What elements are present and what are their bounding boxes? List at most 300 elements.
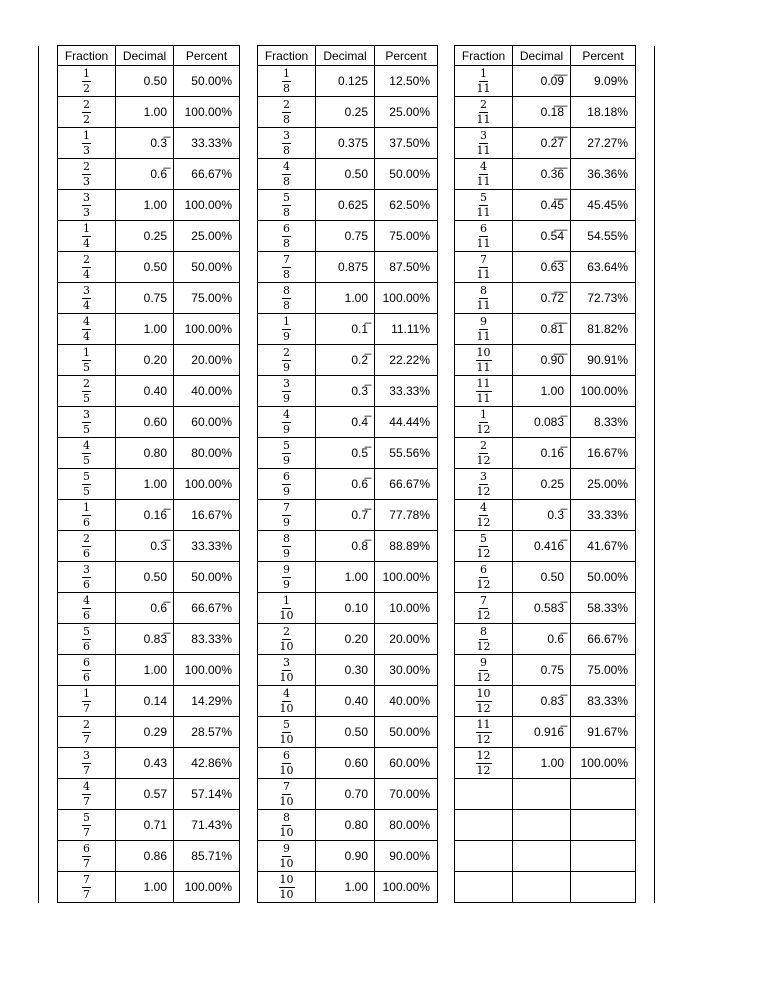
fraction-cell bbox=[455, 624, 513, 655]
spacer-cell bbox=[39, 283, 58, 314]
decimal-value: 0.75 bbox=[344, 229, 368, 243]
decimal-cell bbox=[116, 500, 174, 531]
percent-value: 57.14% bbox=[191, 787, 232, 801]
fraction-denominator: 11 bbox=[476, 82, 491, 95]
percent-value: 80.00% bbox=[191, 446, 232, 460]
fraction-cell bbox=[455, 686, 513, 717]
spacer-cell bbox=[636, 469, 655, 500]
decimal-value: 0.50 bbox=[143, 74, 167, 88]
fraction-numerator: 5 bbox=[83, 470, 90, 483]
fraction bbox=[82, 285, 91, 311]
decimal-value: 0.6̅ bbox=[547, 632, 564, 646]
fraction-denominator: 8 bbox=[283, 299, 290, 312]
decimal-value: 1.00 bbox=[143, 198, 167, 212]
fraction-cell bbox=[58, 252, 116, 283]
percent-cell bbox=[375, 283, 438, 314]
table-row bbox=[39, 283, 655, 314]
percent-cell bbox=[174, 717, 240, 748]
fraction-numerator: 8 bbox=[283, 532, 290, 545]
fraction-numerator: 6 bbox=[283, 222, 290, 235]
fraction-numerator: 8 bbox=[283, 284, 290, 297]
percent-cell bbox=[174, 841, 240, 872]
percent-cell bbox=[174, 748, 240, 779]
fraction-cell bbox=[58, 717, 116, 748]
decimal-cell bbox=[513, 283, 571, 314]
spacer-cell bbox=[240, 655, 258, 686]
percent-value: 77.78% bbox=[389, 508, 430, 522]
decimal-cell bbox=[116, 314, 174, 345]
table-row bbox=[39, 562, 655, 593]
decimal-value: 0.6̅3̅ bbox=[540, 260, 564, 274]
decimal-cell bbox=[316, 66, 375, 97]
decimal-value: 0.1̅8̅ bbox=[540, 105, 564, 119]
fraction bbox=[282, 347, 291, 373]
spacer-cell bbox=[438, 159, 455, 190]
table-row bbox=[39, 159, 655, 190]
spacer-cell bbox=[438, 97, 455, 128]
fraction-cell bbox=[455, 655, 513, 686]
fraction bbox=[476, 688, 492, 714]
percent-value: 83.33% bbox=[587, 694, 628, 708]
fraction-denominator: 8 bbox=[283, 268, 290, 281]
fraction-cell bbox=[455, 500, 513, 531]
decimal-cell bbox=[513, 593, 571, 624]
percent-cell bbox=[174, 438, 240, 469]
fraction-denominator: 9 bbox=[283, 578, 290, 591]
fraction-numerator: 3 bbox=[83, 749, 90, 762]
percent-cell bbox=[375, 407, 438, 438]
decimal-value: 0.10 bbox=[344, 601, 368, 615]
decimal-cell bbox=[116, 531, 174, 562]
percent-cell bbox=[174, 97, 240, 128]
decimal-cell bbox=[513, 190, 571, 221]
percent-value: 60.00% bbox=[191, 415, 232, 429]
fraction-numerator: 5 bbox=[283, 191, 290, 204]
fraction bbox=[476, 347, 492, 373]
decimal-cell bbox=[116, 252, 174, 283]
decimal-value: 1.00 bbox=[344, 291, 368, 305]
fraction bbox=[82, 564, 91, 590]
fraction-denominator: 12 bbox=[476, 671, 491, 684]
fraction-denominator: 10 bbox=[279, 857, 294, 870]
decimal-cell bbox=[116, 128, 174, 159]
spacer-cell bbox=[240, 624, 258, 655]
decimal-cell bbox=[316, 314, 375, 345]
decimal-value: 0.125 bbox=[337, 74, 368, 88]
percent-cell bbox=[375, 748, 438, 779]
table-row bbox=[39, 345, 655, 376]
fraction bbox=[279, 657, 295, 683]
fraction bbox=[476, 161, 492, 187]
decimal-value: 0.30 bbox=[344, 663, 368, 677]
decimal-value: 0.40 bbox=[344, 694, 368, 708]
fraction-denominator: 10 bbox=[279, 702, 294, 715]
fraction-cell bbox=[455, 810, 513, 841]
decimal-cell bbox=[116, 469, 174, 500]
spacer-cell bbox=[636, 314, 655, 345]
fraction-cell bbox=[258, 252, 316, 283]
spacer-cell bbox=[636, 562, 655, 593]
decimal-cell bbox=[316, 159, 375, 190]
table-row bbox=[39, 438, 655, 469]
spacer-cell bbox=[636, 66, 655, 97]
percent-value: 100.00% bbox=[184, 663, 232, 677]
decimal-value: 0.6̅ bbox=[351, 477, 368, 491]
fraction-cell bbox=[258, 748, 316, 779]
fraction-denominator: 11 bbox=[476, 206, 491, 219]
fraction-numerator: 10 bbox=[476, 687, 491, 700]
fraction-denominator: 4 bbox=[83, 330, 90, 343]
decimal-cell bbox=[116, 624, 174, 655]
percent-value: 100.00% bbox=[580, 756, 628, 770]
spacer-cell bbox=[39, 593, 58, 624]
percent-value: 88.89% bbox=[389, 539, 430, 553]
table-row bbox=[39, 376, 655, 407]
decimal-value: 0.7̅ bbox=[351, 508, 368, 522]
fraction-cell bbox=[258, 841, 316, 872]
fraction-denominator: 7 bbox=[83, 857, 90, 870]
percent-value: 37.50% bbox=[389, 136, 430, 150]
spacer-cell bbox=[636, 407, 655, 438]
fraction bbox=[82, 812, 91, 838]
spacer-cell bbox=[39, 717, 58, 748]
fraction-numerator: 1 bbox=[83, 129, 90, 142]
fraction-cell bbox=[58, 66, 116, 97]
fraction-denominator: 2 bbox=[83, 113, 90, 126]
fraction-denominator: 9 bbox=[283, 330, 290, 343]
fraction bbox=[82, 657, 91, 683]
fraction bbox=[476, 99, 492, 125]
spacer-cell bbox=[636, 779, 655, 810]
spacer-cell bbox=[39, 252, 58, 283]
decimal-value: 0.90 bbox=[344, 849, 368, 863]
decimal-cell bbox=[513, 376, 571, 407]
fraction-cell bbox=[58, 748, 116, 779]
fraction bbox=[82, 223, 91, 249]
fraction-numerator: 8 bbox=[480, 625, 487, 638]
fraction-denominator: 9 bbox=[283, 423, 290, 436]
fraction-denominator: 5 bbox=[83, 392, 90, 405]
fraction bbox=[279, 688, 295, 714]
spacer-cell bbox=[240, 593, 258, 624]
percent-value: 36.36% bbox=[587, 167, 628, 181]
decimal-cell bbox=[513, 159, 571, 190]
fraction-header: Fraction bbox=[58, 46, 116, 66]
fraction-cell bbox=[58, 407, 116, 438]
fraction-numerator: 4 bbox=[283, 160, 290, 173]
spacer-cell bbox=[39, 97, 58, 128]
table-row bbox=[39, 190, 655, 221]
decimal-value: 1.00 bbox=[143, 477, 167, 491]
fraction-denominator: 12 bbox=[476, 423, 491, 436]
spacer-cell bbox=[240, 376, 258, 407]
decimal-cell bbox=[316, 841, 375, 872]
fraction bbox=[82, 533, 91, 559]
percent-cell bbox=[375, 159, 438, 190]
decimal-cell bbox=[116, 159, 174, 190]
fraction-denominator: 8 bbox=[283, 206, 290, 219]
spacer-cell bbox=[438, 872, 455, 903]
percent-cell bbox=[174, 562, 240, 593]
fraction-numerator: 6 bbox=[83, 656, 90, 669]
fraction-denominator: 8 bbox=[283, 82, 290, 95]
fraction bbox=[279, 719, 295, 745]
decimal-value: 0.50 bbox=[143, 570, 167, 584]
fraction-denominator: 5 bbox=[83, 454, 90, 467]
spacer-cell bbox=[240, 128, 258, 159]
spacer-cell bbox=[39, 531, 58, 562]
fraction-cell bbox=[58, 314, 116, 345]
decimal-value: 0.80 bbox=[143, 446, 167, 460]
fraction-denominator: 6 bbox=[83, 547, 90, 560]
fraction-cell bbox=[455, 748, 513, 779]
fraction-numerator: 4 bbox=[83, 780, 90, 793]
fraction bbox=[82, 595, 91, 621]
table-row bbox=[39, 500, 655, 531]
percent-cell bbox=[375, 655, 438, 686]
fraction bbox=[476, 471, 492, 497]
spacer-cell bbox=[240, 841, 258, 872]
percent-value: 30.00% bbox=[389, 663, 430, 677]
decimal-value: 1.00 bbox=[143, 105, 167, 119]
decimal-value: 0.75 bbox=[143, 291, 167, 305]
percent-value: 62.50% bbox=[389, 198, 430, 212]
fraction-numerator: 12 bbox=[476, 749, 491, 762]
fraction bbox=[82, 874, 91, 900]
percent-value: 9.09% bbox=[593, 74, 628, 88]
percent-value: 11.11% bbox=[391, 322, 430, 336]
decimal-value: 0.3̅ bbox=[351, 384, 368, 398]
decimal-cell bbox=[513, 407, 571, 438]
decimal-cell bbox=[316, 376, 375, 407]
spacer-cell bbox=[438, 376, 455, 407]
fraction-cell bbox=[258, 283, 316, 314]
decimal-value: 0.20 bbox=[143, 353, 167, 367]
fraction bbox=[82, 161, 91, 187]
percent-cell bbox=[571, 593, 636, 624]
fraction-denominator: 9 bbox=[283, 485, 290, 498]
decimal-cell bbox=[316, 655, 375, 686]
percent-cell bbox=[174, 221, 240, 252]
spacer-cell bbox=[438, 128, 455, 159]
fraction bbox=[82, 99, 91, 125]
fraction bbox=[82, 409, 91, 435]
fraction-numerator: 3 bbox=[283, 377, 290, 390]
fraction bbox=[82, 130, 91, 156]
percent-value: 91.67% bbox=[587, 725, 628, 739]
decimal-value: 0.60 bbox=[344, 756, 368, 770]
percent-cell bbox=[174, 779, 240, 810]
fraction-cell bbox=[455, 190, 513, 221]
fraction-cell bbox=[258, 872, 316, 903]
fraction-numerator: 5 bbox=[83, 811, 90, 824]
spacer-cell bbox=[39, 655, 58, 686]
table-row bbox=[39, 252, 655, 283]
fraction-denominator: 12 bbox=[476, 578, 491, 591]
fraction-denominator: 10 bbox=[279, 640, 294, 653]
fraction-denominator: 6 bbox=[83, 640, 90, 653]
percent-value: 12.50% bbox=[389, 74, 430, 88]
percent-cell bbox=[375, 562, 438, 593]
percent-value: 20.00% bbox=[191, 353, 232, 367]
percent-value: 50.00% bbox=[389, 725, 430, 739]
fraction-cell bbox=[258, 345, 316, 376]
percent-cell bbox=[571, 97, 636, 128]
decimal-value: 0.2̅7̅ bbox=[540, 136, 564, 150]
fraction-numerator: 3 bbox=[83, 408, 90, 421]
fraction-denominator: 4 bbox=[83, 237, 90, 250]
fraction-numerator: 3 bbox=[480, 129, 487, 142]
percent-cell bbox=[375, 593, 438, 624]
spacer-cell bbox=[240, 345, 258, 376]
percent-cell bbox=[571, 531, 636, 562]
table-row bbox=[39, 779, 655, 810]
fraction bbox=[476, 409, 492, 435]
fraction-cell bbox=[58, 221, 116, 252]
spacer-cell bbox=[438, 810, 455, 841]
table-row bbox=[39, 221, 655, 252]
fraction bbox=[476, 316, 492, 342]
fraction-numerator: 1 bbox=[480, 408, 487, 421]
decimal-value: 0.6̅ bbox=[150, 601, 167, 615]
decimal-cell bbox=[116, 748, 174, 779]
fraction-cell bbox=[58, 841, 116, 872]
fraction-cell bbox=[58, 562, 116, 593]
decimal-cell bbox=[316, 810, 375, 841]
percent-cell bbox=[375, 779, 438, 810]
percent-cell bbox=[375, 872, 438, 903]
spacer-cell bbox=[636, 872, 655, 903]
decimal-cell bbox=[116, 593, 174, 624]
fraction-cell bbox=[455, 283, 513, 314]
percent-value: 45.45% bbox=[587, 198, 628, 212]
decimal-value: 0.50 bbox=[143, 260, 167, 274]
percent-value: 33.33% bbox=[191, 539, 232, 553]
fraction bbox=[282, 68, 291, 94]
spacer-cell bbox=[636, 748, 655, 779]
spacer-cell bbox=[636, 841, 655, 872]
spacer-cell bbox=[438, 593, 455, 624]
fraction-numerator: 7 bbox=[283, 501, 290, 514]
decimal-cell bbox=[316, 438, 375, 469]
percent-value: 42.86% bbox=[191, 756, 232, 770]
fraction-cell bbox=[58, 159, 116, 190]
decimal-value: 0.25 bbox=[143, 229, 167, 243]
fraction-cell bbox=[58, 779, 116, 810]
fraction bbox=[282, 564, 291, 590]
decimal-cell bbox=[513, 779, 571, 810]
spacer-cell bbox=[438, 46, 455, 66]
fraction bbox=[476, 285, 492, 311]
fraction-denominator: 6 bbox=[83, 671, 90, 684]
fraction-numerator: 7 bbox=[283, 253, 290, 266]
decimal-value: 1.00 bbox=[540, 756, 564, 770]
percent-cell bbox=[571, 655, 636, 686]
fraction bbox=[476, 440, 492, 466]
percent-cell bbox=[571, 562, 636, 593]
table-row bbox=[39, 66, 655, 97]
spacer-cell bbox=[438, 66, 455, 97]
spacer-cell bbox=[636, 655, 655, 686]
spacer-cell bbox=[39, 748, 58, 779]
percent-cell bbox=[375, 252, 438, 283]
fraction-cell bbox=[58, 810, 116, 841]
decimal-cell bbox=[116, 686, 174, 717]
fraction-cell bbox=[258, 500, 316, 531]
percent-cell bbox=[174, 128, 240, 159]
percent-cell bbox=[174, 500, 240, 531]
percent-value: 50.00% bbox=[389, 167, 430, 181]
fraction-cell bbox=[58, 438, 116, 469]
fraction bbox=[476, 68, 492, 94]
fraction-cell bbox=[455, 314, 513, 345]
fraction-denominator: 12 bbox=[476, 516, 491, 529]
table-row bbox=[39, 748, 655, 779]
percent-cell bbox=[375, 128, 438, 159]
spacer-cell bbox=[39, 66, 58, 97]
spacer-cell bbox=[240, 46, 258, 66]
fraction-numerator: 8 bbox=[283, 811, 290, 824]
decimal-cell bbox=[116, 562, 174, 593]
fraction-denominator: 4 bbox=[83, 268, 90, 281]
percent-cell bbox=[174, 872, 240, 903]
decimal-cell bbox=[513, 872, 571, 903]
percent-value: 100.00% bbox=[184, 322, 232, 336]
fraction-cell bbox=[58, 531, 116, 562]
decimal-cell bbox=[316, 407, 375, 438]
fraction-cell bbox=[258, 469, 316, 500]
fraction-cell bbox=[455, 376, 513, 407]
percent-cell bbox=[375, 469, 438, 500]
spacer-cell bbox=[39, 624, 58, 655]
percent-value: 75.00% bbox=[587, 663, 628, 677]
spacer-cell bbox=[240, 252, 258, 283]
fraction-cell bbox=[58, 500, 116, 531]
fraction-numerator: 3 bbox=[480, 470, 487, 483]
decimal-value: 0.83̅ bbox=[143, 632, 167, 646]
fraction-numerator: 9 bbox=[480, 656, 487, 669]
percent-value: 20.00% bbox=[389, 632, 430, 646]
spacer-cell bbox=[636, 128, 655, 159]
fraction-denominator: 8 bbox=[283, 113, 290, 126]
percent-value: 40.00% bbox=[389, 694, 430, 708]
fraction-denominator: 3 bbox=[83, 175, 90, 188]
decimal-value: 0.8̅1̅ bbox=[540, 322, 564, 336]
fraction bbox=[82, 502, 91, 528]
spacer-cell bbox=[438, 624, 455, 655]
fraction-numerator: 6 bbox=[283, 470, 290, 483]
fraction-numerator: 8 bbox=[480, 284, 487, 297]
fraction-numerator: 6 bbox=[283, 749, 290, 762]
decimal-value: 0.3̅ bbox=[150, 539, 167, 553]
fraction-denominator: 10 bbox=[279, 826, 294, 839]
fraction-denominator: 2 bbox=[83, 82, 90, 95]
fraction-cell bbox=[258, 810, 316, 841]
percent-cell bbox=[174, 655, 240, 686]
decimal-value: 0.625 bbox=[337, 198, 368, 212]
spacer-cell bbox=[39, 159, 58, 190]
fraction-denominator: 5 bbox=[83, 361, 90, 374]
decimal-cell bbox=[116, 717, 174, 748]
percent-cell bbox=[571, 686, 636, 717]
percent-value: 44.44% bbox=[389, 415, 430, 429]
fraction-numerator: 10 bbox=[476, 346, 491, 359]
fraction bbox=[476, 130, 492, 156]
decimal-value: 0.083̅ bbox=[533, 415, 564, 429]
spacer-cell bbox=[438, 500, 455, 531]
percent-cell bbox=[375, 624, 438, 655]
fraction-cell bbox=[258, 159, 316, 190]
